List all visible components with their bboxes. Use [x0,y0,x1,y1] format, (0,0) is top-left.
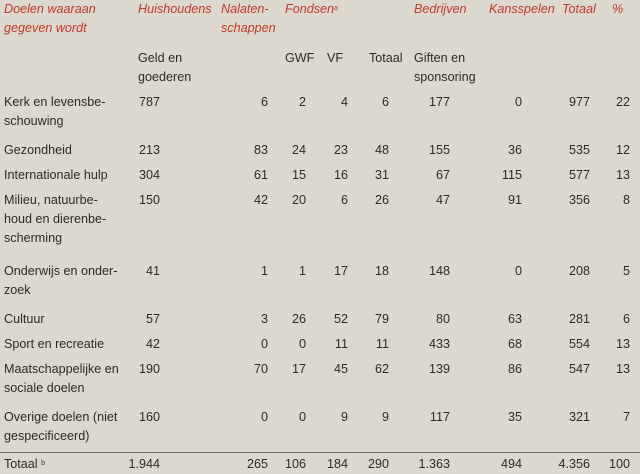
cell-vf: 52 [333,312,348,326]
row-label: Maatschappelijke en [4,362,119,376]
subheader-fondsen-totaal: Totaal [369,51,403,65]
row-label: sociale doelen [4,381,85,395]
cell-gwf: 0 [298,337,306,351]
cell-totaal: 321 [568,410,590,424]
cell-bedrijven: 117 [429,410,450,424]
cell-totaal: 281 [568,312,590,326]
cell-percent: 13 [615,362,630,376]
cell-percent: 13 [615,337,630,351]
cell-vf: 6 [340,193,348,207]
cell-bedrijven: 67 [435,168,450,182]
cell-huishoudens: 304 [138,168,160,182]
total-kansspelen: 494 [500,457,522,471]
cell-nalatenschappen: 6 [260,95,268,109]
header-fondsen-footnote: a [334,5,338,12]
row-label: Cultuur [4,312,45,326]
cell-fondsen-totaal: 18 [374,264,389,278]
row-label: scherming [4,231,63,245]
cell-totaal: 554 [568,337,590,351]
cell-fondsen-totaal: 79 [374,312,389,326]
total-vf: 184 [326,457,348,471]
cell-gwf: 17 [291,362,306,376]
cell-vf: 16 [333,168,348,182]
cell-kansspelen: 35 [507,410,522,424]
cell-vf: 45 [333,362,348,376]
cell-vf: 11 [334,337,348,351]
cell-nalatenschappen: 0 [260,337,268,351]
row-label: houd en dierenbe- [4,212,107,226]
total-label-text: Totaal [4,457,38,471]
cell-kansspelen: 0 [514,95,522,109]
cell-percent: 22 [615,95,630,109]
total-nalatenschappen: 265 [246,457,268,471]
cell-huishoudens: 57 [145,312,160,326]
header-nalatenschappen-line1: Nalaten- [221,2,269,16]
cell-kansspelen: 115 [501,168,522,182]
cell-kansspelen: 63 [507,312,522,326]
cell-gwf: 0 [298,410,306,424]
row-label: Sport en recreatie [4,337,105,351]
header-fondsen-label: Fondsen [285,2,335,16]
cell-totaal: 535 [568,143,590,157]
row-label: Internationale hulp [4,168,108,182]
cell-kansspelen: 68 [507,337,522,351]
cell-percent: 8 [622,193,630,207]
cell-fondsen-totaal: 62 [374,362,389,376]
total-fondsen-totaal: 290 [367,457,389,471]
total-separator-rule [0,452,640,453]
cell-totaal: 547 [568,362,590,376]
cell-totaal: 577 [568,168,590,182]
cell-kansspelen: 86 [507,362,522,376]
cell-fondsen-totaal: 31 [374,168,389,182]
cell-nalatenschappen: 42 [253,193,268,207]
cell-huishoudens: 160 [138,410,160,424]
cell-huishoudens: 787 [138,95,160,109]
cell-percent: 7 [622,410,630,424]
cell-bedrijven: 139 [428,362,450,376]
cell-vf: 23 [333,143,348,157]
cell-bedrijven: 433 [428,337,450,351]
cell-nalatenschappen: 83 [253,143,268,157]
row-label: schouwing [4,114,64,128]
cell-nalatenschappen: 3 [260,312,268,326]
cell-fondsen-totaal: 48 [374,143,389,157]
cell-percent: 13 [615,168,630,182]
row-label: gespecificeerd) [4,429,90,443]
total-bedrijven: 1.363 [418,457,450,471]
row-label: Overige doelen (niet [4,410,118,424]
cell-percent: 6 [622,312,630,326]
subheader-huishoudens-line2: goederen [138,70,192,84]
header-huishoudens: Huishoudens [138,2,212,16]
subheader-bedrijven-line1: Giften en [414,51,466,65]
row-label: Onderwijs en onder- [4,264,118,278]
header-nalatenschappen-line2: schappen [221,21,276,35]
cell-vf: 4 [340,95,348,109]
cell-bedrijven: 80 [435,312,450,326]
cell-gwf: 1 [298,264,306,278]
row-label: Gezondheid [4,143,72,157]
cell-percent: 12 [615,143,630,157]
cell-gwf: 20 [291,193,306,207]
total-footnote: b [41,460,46,467]
cell-fondsen-totaal: 9 [381,410,389,424]
header-doelen-line1: Doelen waaraan [4,2,96,16]
cell-bedrijven: 155 [428,143,450,157]
total-huishoudens: 1.944 [128,457,160,471]
total-gwf: 106 [284,457,306,471]
cell-vf: 17 [333,264,348,278]
cell-fondsen-totaal: 11 [375,337,389,351]
cell-gwf: 2 [298,95,306,109]
cell-huishoudens: 42 [145,337,160,351]
subheader-bedrijven-line2: sponsoring [414,70,476,84]
cell-totaal: 208 [568,264,590,278]
subheader-gwf: GWF [285,51,315,65]
cell-huishoudens: 190 [138,362,160,376]
cell-nalatenschappen: 1 [260,264,268,278]
cell-huishoudens: 213 [138,143,160,157]
cell-gwf: 26 [291,312,306,326]
cell-percent: 5 [622,264,630,278]
cell-gwf: 15 [291,168,306,182]
header-percent: % [612,2,624,16]
header-kansspelen: Kansspelen [489,2,555,16]
cell-nalatenschappen: 61 [253,168,268,182]
cell-kansspelen: 91 [507,193,522,207]
total-percent: 100 [608,457,630,471]
cell-kansspelen: 0 [514,264,522,278]
cell-huishoudens: 150 [138,193,160,207]
cell-bedrijven: 47 [435,193,450,207]
header-doelen-line2: gegeven wordt [4,21,87,35]
row-label: zoek [4,283,31,297]
cell-gwf: 24 [291,143,306,157]
header-bedrijven: Bedrijven [414,2,467,16]
cell-totaal: 977 [568,95,590,109]
header-totaal: Totaal [562,2,596,16]
cell-nalatenschappen: 70 [253,362,268,376]
subheader-huishoudens-line1: Geld en [138,51,183,65]
total-label [4,455,45,474]
cell-bedrijven: 148 [428,264,450,278]
cell-huishoudens: 41 [145,264,160,278]
cell-totaal: 356 [568,193,590,207]
cell-fondsen-totaal: 26 [374,193,389,207]
cell-fondsen-totaal: 6 [381,95,389,109]
cell-vf: 9 [340,410,348,424]
cell-nalatenschappen: 0 [260,410,268,424]
row-label: Kerk en levensbe- [4,95,106,109]
row-label: Milieu, natuurbe- [4,193,98,207]
cell-bedrijven: 177 [428,95,450,109]
header-fondsen [285,0,338,19]
subheader-vf: VF [327,51,344,65]
cell-kansspelen: 36 [507,143,522,157]
total-totaal: 4.356 [558,457,590,471]
